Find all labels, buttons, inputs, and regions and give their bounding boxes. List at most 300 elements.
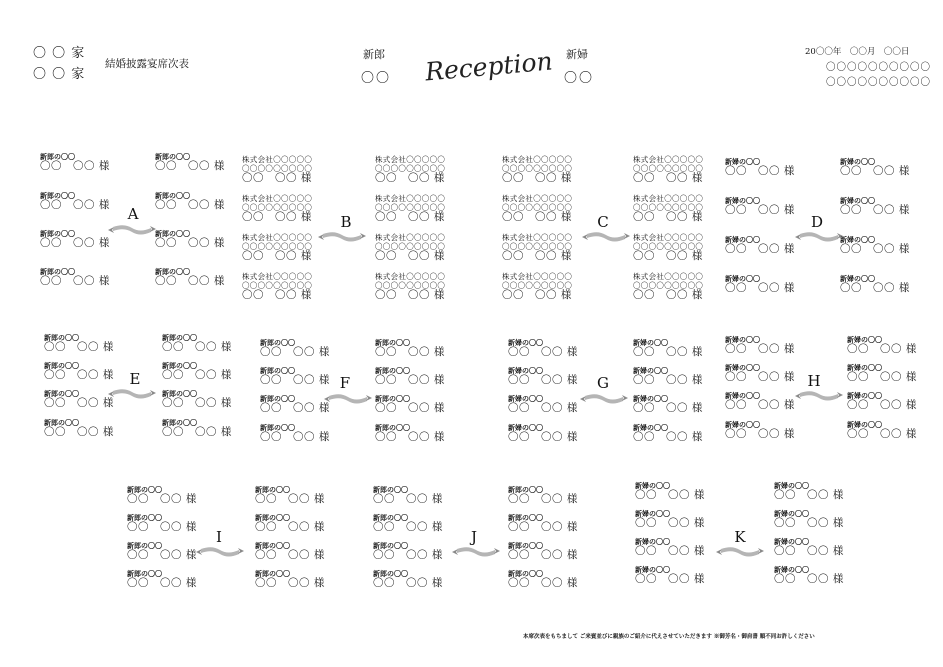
- guest-entry: [725, 197, 795, 216]
- guest-entry: [847, 392, 917, 411]
- groom-name: 〇〇: [361, 71, 392, 86]
- guest-name: 〇〇 〇〇 様: [375, 289, 445, 301]
- guest-relation: 新婦の〇〇: [635, 537, 670, 546]
- guest-company-sub: 〇〇〇〇〇〇〇〇〇: [375, 203, 446, 212]
- bride-family-name: 〇 〇 家: [33, 67, 86, 82]
- guest-name: 〇〇 〇〇 様: [847, 428, 917, 440]
- guest-relation: 新郎の〇〇: [162, 333, 197, 342]
- guest-relation: 新郎の〇〇: [508, 569, 543, 578]
- guest-entry: [255, 542, 325, 561]
- guest-entry: [508, 395, 578, 414]
- guest-entry: [840, 275, 910, 294]
- guest-name: 〇〇 〇〇 様: [502, 289, 572, 301]
- guest-name: 〇〇 〇〇 様: [127, 577, 197, 589]
- guest-name: 〇〇 〇〇 様: [373, 521, 443, 533]
- guest-entry: [725, 158, 795, 177]
- guest-name: 〇〇 〇〇 様: [375, 374, 445, 386]
- guest-entry: [44, 334, 114, 353]
- guest-relation: 新郎の〇〇: [375, 394, 410, 403]
- guest-name: 〇〇 〇〇 様: [508, 431, 578, 443]
- guest-entry: [375, 395, 445, 414]
- guest-name: 〇〇 〇〇 様: [40, 160, 110, 172]
- guest-name: 〇〇 〇〇 様: [633, 402, 703, 414]
- guest-entry: [260, 367, 330, 386]
- ribbon-icon: [795, 387, 843, 403]
- guest-relation: 新郎の〇〇: [373, 485, 408, 494]
- guest-name: 〇〇 〇〇 様: [633, 346, 703, 358]
- guest-relation: 新婦の〇〇: [635, 565, 670, 574]
- guest-relation: 新婦の〇〇: [774, 509, 809, 518]
- guest-relation: 新郎の〇〇: [127, 541, 162, 550]
- guest-entry: [635, 510, 705, 529]
- guest-entry: [155, 153, 225, 172]
- guest-company: 株式会社〇〇〇〇〇: [502, 194, 573, 203]
- guest-company-sub: 〇〇〇〇〇〇〇〇〇: [502, 203, 573, 212]
- ribbon-icon: [582, 228, 630, 244]
- guest-entry: [260, 395, 330, 414]
- guest-company: 株式会社〇〇〇〇〇: [242, 272, 313, 281]
- table-label-j: J: [470, 528, 477, 546]
- guest-entry: [375, 194, 445, 223]
- guest-entry: [774, 538, 844, 557]
- guest-entry: [633, 424, 703, 443]
- guest-relation: 新郎の〇〇: [155, 267, 190, 276]
- guest-name: 〇〇 〇〇 様: [255, 493, 325, 505]
- guest-name: 〇〇 〇〇 様: [725, 399, 795, 411]
- table-label-f: F: [339, 374, 351, 392]
- guest-relation: 新婦の〇〇: [633, 366, 668, 375]
- guest-name: 〇〇 〇〇 様: [633, 431, 703, 443]
- guest-relation: 新郎の〇〇: [260, 366, 295, 375]
- guest-entry: [725, 421, 795, 440]
- guest-name: 〇〇 〇〇 様: [242, 289, 312, 301]
- ribbon-icon: [795, 228, 843, 244]
- guest-relation: 新婦の〇〇: [847, 335, 882, 344]
- guest-relation: 新婦の〇〇: [725, 235, 760, 244]
- guest-relation: 新婦の〇〇: [774, 481, 809, 490]
- guest-entry: [725, 392, 795, 411]
- guest-name: 〇〇 〇〇 様: [725, 204, 795, 216]
- guest-entry: [373, 570, 443, 589]
- guest-name: 〇〇 〇〇 様: [508, 549, 578, 561]
- guest-entry: [373, 514, 443, 533]
- guest-entry: [242, 194, 312, 223]
- event-date: 20〇〇年 〇〇月 〇〇日: [805, 47, 910, 57]
- guest-relation: 新郎の〇〇: [162, 361, 197, 370]
- guest-name: 〇〇 〇〇 様: [840, 204, 910, 216]
- guest-entry: [44, 362, 114, 381]
- guest-entry: [155, 268, 225, 287]
- guest-entry: [255, 514, 325, 533]
- guest-name: 〇〇 〇〇 様: [725, 165, 795, 177]
- guest-name: 〇〇 〇〇 様: [44, 426, 114, 438]
- guest-entry: [375, 155, 445, 184]
- guest-entry: [508, 486, 578, 505]
- guest-entry: [255, 570, 325, 589]
- ribbon-icon: [108, 385, 156, 401]
- guest-entry: [847, 364, 917, 383]
- table-label-c: C: [597, 213, 609, 231]
- guest-company: 株式会社〇〇〇〇〇: [375, 233, 446, 242]
- guest-entry: [502, 233, 572, 262]
- guest-relation: 新婦の〇〇: [774, 565, 809, 574]
- guest-name: 〇〇 〇〇 様: [242, 250, 312, 262]
- guest-name: 〇〇 〇〇 様: [242, 172, 312, 184]
- guest-name: 〇〇 〇〇 様: [633, 172, 703, 184]
- guest-name: 〇〇 〇〇 様: [774, 489, 844, 501]
- guest-name: 〇〇 〇〇 様: [774, 517, 844, 529]
- guest-relation: 新婦の〇〇: [633, 338, 668, 347]
- guest-relation: 新郎の〇〇: [375, 338, 410, 347]
- guest-relation: 新郎の〇〇: [44, 361, 79, 370]
- table-label-b: B: [340, 213, 352, 231]
- guest-name: 〇〇 〇〇 様: [375, 346, 445, 358]
- guest-entry: [162, 390, 232, 409]
- guest-name: 〇〇 〇〇 様: [725, 343, 795, 355]
- guest-entry: [633, 233, 703, 262]
- guest-entry: [633, 395, 703, 414]
- guest-entry: [633, 339, 703, 358]
- guest-relation: 新郎の〇〇: [127, 485, 162, 494]
- guest-name: 〇〇 〇〇 様: [375, 431, 445, 443]
- guest-name: 〇〇 〇〇 様: [155, 237, 225, 249]
- guest-relation: 新郎の〇〇: [373, 569, 408, 578]
- guest-name: 〇〇 〇〇 様: [840, 282, 910, 294]
- guest-name: 〇〇 〇〇 様: [162, 426, 232, 438]
- guest-name: 〇〇 〇〇 様: [260, 374, 330, 386]
- guest-name: 〇〇 〇〇 様: [847, 343, 917, 355]
- guest-company-sub: 〇〇〇〇〇〇〇〇〇: [375, 281, 446, 290]
- guest-entry: [502, 194, 572, 223]
- guest-relation: 新婦の〇〇: [840, 274, 875, 283]
- guest-relation: 新婦の〇〇: [635, 509, 670, 518]
- guest-entry: [725, 236, 795, 255]
- guest-entry: [635, 482, 705, 501]
- guest-name: 〇〇 〇〇 様: [635, 573, 705, 585]
- guest-name: 〇〇 〇〇 様: [242, 211, 312, 223]
- guest-entry: [774, 510, 844, 529]
- guest-relation: 新郎の〇〇: [127, 513, 162, 522]
- guest-relation: 新婦の〇〇: [774, 537, 809, 546]
- guest-entry: [44, 419, 114, 438]
- guest-relation: 新郎の〇〇: [40, 191, 75, 200]
- guest-name: 〇〇 〇〇 様: [725, 371, 795, 383]
- guest-relation: 新婦の〇〇: [635, 481, 670, 490]
- guest-company: 株式会社〇〇〇〇〇: [633, 233, 704, 242]
- guest-relation: 新郎の〇〇: [155, 152, 190, 161]
- guest-relation: 新婦の〇〇: [633, 423, 668, 432]
- guest-entry: [375, 233, 445, 262]
- table-label-e: E: [129, 370, 141, 388]
- guest-company: 株式会社〇〇〇〇〇: [633, 194, 704, 203]
- guest-entry: [774, 566, 844, 585]
- guest-entry: [774, 482, 844, 501]
- guest-name: 〇〇 〇〇 様: [725, 282, 795, 294]
- guest-name: 〇〇 〇〇 様: [840, 243, 910, 255]
- guest-name: 〇〇 〇〇 様: [633, 211, 703, 223]
- guest-relation: 新婦の〇〇: [840, 196, 875, 205]
- guest-entry: [508, 514, 578, 533]
- ribbon-icon: [196, 543, 244, 559]
- guest-company: 株式会社〇〇〇〇〇: [502, 272, 573, 281]
- guest-name: 〇〇 〇〇 様: [255, 521, 325, 533]
- reception-script: Reception: [423, 46, 554, 87]
- guest-relation: 新婦の〇〇: [847, 391, 882, 400]
- bride-label: 新婦: [566, 48, 588, 61]
- guest-name: 〇〇 〇〇 様: [127, 521, 197, 533]
- guest-name: 〇〇 〇〇 様: [774, 545, 844, 557]
- guest-entry: [260, 339, 330, 358]
- guest-relation: 新郎の〇〇: [255, 541, 290, 550]
- guest-entry: [162, 419, 232, 438]
- bride-name: 〇〇: [564, 71, 595, 86]
- guest-relation: 新郎の〇〇: [373, 513, 408, 522]
- guest-relation: 新郎の〇〇: [508, 485, 543, 494]
- guest-entry: [502, 155, 572, 184]
- guest-name: 〇〇 〇〇 様: [375, 402, 445, 414]
- guest-name: 〇〇 〇〇 様: [44, 397, 114, 409]
- guest-relation: 新郎の〇〇: [508, 513, 543, 522]
- guest-name: 〇〇 〇〇 様: [635, 489, 705, 501]
- guest-entry: [840, 197, 910, 216]
- guest-entry: [260, 424, 330, 443]
- guest-entry: [40, 268, 110, 287]
- venue-line-1: 〇〇〇〇〇〇〇〇〇〇: [826, 62, 932, 73]
- guest-entry: [508, 339, 578, 358]
- guest-entry: [40, 153, 110, 172]
- guest-entry: [847, 336, 917, 355]
- guest-relation: 新婦の〇〇: [508, 338, 543, 347]
- guest-name: 〇〇 〇〇 様: [508, 346, 578, 358]
- guest-name: 〇〇 〇〇 様: [373, 577, 443, 589]
- guest-name: 〇〇 〇〇 様: [502, 211, 572, 223]
- guest-entry: [127, 486, 197, 505]
- guest-relation: 新婦の〇〇: [725, 196, 760, 205]
- guest-relation: 新郎の〇〇: [44, 418, 79, 427]
- guest-entry: [255, 486, 325, 505]
- guest-name: 〇〇 〇〇 様: [373, 493, 443, 505]
- guest-entry: [155, 230, 225, 249]
- guest-company: 株式会社〇〇〇〇〇: [375, 272, 446, 281]
- guest-name: 〇〇 〇〇 様: [508, 521, 578, 533]
- guest-relation: 新婦の〇〇: [725, 157, 760, 166]
- guest-entry: [40, 192, 110, 211]
- guest-relation: 新郎の〇〇: [260, 394, 295, 403]
- guest-name: 〇〇 〇〇 様: [260, 346, 330, 358]
- guest-relation: 新郎の〇〇: [162, 418, 197, 427]
- guest-company-sub: 〇〇〇〇〇〇〇〇〇: [633, 203, 704, 212]
- guest-name: 〇〇 〇〇 様: [635, 517, 705, 529]
- table-label-k: K: [734, 528, 746, 546]
- guest-relation: 新婦の〇〇: [725, 363, 760, 372]
- guest-entry: [840, 158, 910, 177]
- ribbon-icon: [108, 221, 156, 237]
- guest-entry: [242, 233, 312, 262]
- guest-relation: 新婦の〇〇: [725, 420, 760, 429]
- guest-name: 〇〇 〇〇 様: [725, 428, 795, 440]
- guest-entry: [725, 364, 795, 383]
- guest-name: 〇〇 〇〇 様: [375, 211, 445, 223]
- guest-name: 〇〇 〇〇 様: [162, 341, 232, 353]
- guest-name: 〇〇 〇〇 様: [162, 369, 232, 381]
- guest-name: 〇〇 〇〇 様: [127, 493, 197, 505]
- guest-relation: 新郎の〇〇: [127, 569, 162, 578]
- guest-company-sub: 〇〇〇〇〇〇〇〇〇: [633, 281, 704, 290]
- guest-entry: [633, 155, 703, 184]
- guest-relation: 新郎の〇〇: [260, 338, 295, 347]
- guest-relation: 新婦の〇〇: [725, 274, 760, 283]
- guest-relation: 新郎の〇〇: [40, 229, 75, 238]
- guest-name: 〇〇 〇〇 様: [502, 250, 572, 262]
- guest-name: 〇〇 〇〇 様: [162, 397, 232, 409]
- guest-name: 〇〇 〇〇 様: [508, 577, 578, 589]
- guest-relation: 新婦の〇〇: [847, 420, 882, 429]
- guest-company-sub: 〇〇〇〇〇〇〇〇〇: [375, 164, 446, 173]
- venue-line-2: 〇〇〇〇〇〇〇〇〇〇: [826, 77, 932, 88]
- guest-company-sub: 〇〇〇〇〇〇〇〇〇: [242, 203, 313, 212]
- guest-name: 〇〇 〇〇 様: [127, 549, 197, 561]
- guest-relation: 新婦の〇〇: [840, 157, 875, 166]
- guest-entry: [375, 272, 445, 301]
- guest-name: 〇〇 〇〇 様: [635, 545, 705, 557]
- guest-name: 〇〇 〇〇 様: [508, 402, 578, 414]
- guest-company-sub: 〇〇〇〇〇〇〇〇〇: [633, 164, 704, 173]
- guest-relation: 新婦の〇〇: [633, 394, 668, 403]
- guest-entry: [633, 272, 703, 301]
- guest-name: 〇〇 〇〇 様: [508, 493, 578, 505]
- guest-relation: 新郎の〇〇: [155, 229, 190, 238]
- guest-entry: [375, 367, 445, 386]
- footer-note: 本席次表をもちまして ご来賓並びに親族のご紹介に代えさせていただきます ※御芳名・御肩書 順不同お許しください: [523, 634, 815, 640]
- guest-name: 〇〇 〇〇 様: [840, 165, 910, 177]
- guest-entry: [508, 570, 578, 589]
- groom-family-name: 〇 〇 家: [33, 46, 86, 61]
- guest-entry: [373, 486, 443, 505]
- guest-company-sub: 〇〇〇〇〇〇〇〇〇: [375, 242, 446, 251]
- guest-entry: [508, 424, 578, 443]
- guest-entry: [725, 275, 795, 294]
- guest-entry: [242, 272, 312, 301]
- page-title: 結婚披露宴席次表: [105, 58, 189, 70]
- guest-relation: 新郎の〇〇: [373, 541, 408, 550]
- guest-name: 〇〇 〇〇 様: [155, 160, 225, 172]
- guest-relation: 新婦の〇〇: [840, 235, 875, 244]
- guest-entry: [508, 367, 578, 386]
- guest-name: 〇〇 〇〇 様: [502, 172, 572, 184]
- guest-entry: [242, 155, 312, 184]
- guest-entry: [633, 367, 703, 386]
- guest-name: 〇〇 〇〇 様: [633, 289, 703, 301]
- guest-company: 株式会社〇〇〇〇〇: [633, 155, 704, 164]
- ribbon-icon: [716, 543, 764, 559]
- guest-entry: [635, 566, 705, 585]
- guest-company: 株式会社〇〇〇〇〇: [502, 233, 573, 242]
- guest-name: 〇〇 〇〇 様: [725, 243, 795, 255]
- guest-relation: 新婦の〇〇: [508, 366, 543, 375]
- guest-relation: 新郎の〇〇: [255, 485, 290, 494]
- guest-name: 〇〇 〇〇 様: [847, 399, 917, 411]
- guest-entry: [127, 570, 197, 589]
- table-label-a: A: [127, 205, 139, 223]
- guest-relation: 新郎の〇〇: [255, 513, 290, 522]
- guest-company: 株式会社〇〇〇〇〇: [242, 233, 313, 242]
- guest-entry: [725, 336, 795, 355]
- guest-entry: [373, 542, 443, 561]
- guest-entry: [127, 542, 197, 561]
- guest-name: 〇〇 〇〇 様: [44, 341, 114, 353]
- guest-relation: 新婦の〇〇: [725, 335, 760, 344]
- guest-company-sub: 〇〇〇〇〇〇〇〇〇: [633, 242, 704, 251]
- guest-entry: [375, 424, 445, 443]
- guest-company-sub: 〇〇〇〇〇〇〇〇〇: [242, 242, 313, 251]
- guest-name: 〇〇 〇〇 様: [373, 549, 443, 561]
- guest-relation: 新郎の〇〇: [508, 541, 543, 550]
- guest-entry: [375, 339, 445, 358]
- guest-name: 〇〇 〇〇 様: [633, 374, 703, 386]
- guest-name: 〇〇 〇〇 様: [508, 374, 578, 386]
- guest-entry: [155, 192, 225, 211]
- guest-company: 株式会社〇〇〇〇〇: [375, 155, 446, 164]
- guest-name: 〇〇 〇〇 様: [260, 402, 330, 414]
- guest-company: 株式会社〇〇〇〇〇: [633, 272, 704, 281]
- guest-entry: [162, 334, 232, 353]
- groom-label: 新郎: [363, 48, 385, 61]
- guest-entry: [40, 230, 110, 249]
- guest-company: 株式会社〇〇〇〇〇: [242, 155, 313, 164]
- guest-name: 〇〇 〇〇 様: [375, 172, 445, 184]
- guest-relation: 新郎の〇〇: [260, 423, 295, 432]
- guest-company-sub: 〇〇〇〇〇〇〇〇〇: [502, 281, 573, 290]
- guest-entry: [44, 390, 114, 409]
- guest-name: 〇〇 〇〇 様: [255, 577, 325, 589]
- table-label-d: D: [810, 213, 824, 231]
- guest-name: 〇〇 〇〇 様: [44, 369, 114, 381]
- ribbon-icon: [318, 228, 366, 244]
- guest-company-sub: 〇〇〇〇〇〇〇〇〇: [242, 164, 313, 173]
- guest-entry: [840, 236, 910, 255]
- guest-name: 〇〇 〇〇 様: [633, 250, 703, 262]
- guest-relation: 新婦の〇〇: [508, 394, 543, 403]
- guest-company-sub: 〇〇〇〇〇〇〇〇〇: [502, 242, 573, 251]
- guest-relation: 新郎の〇〇: [40, 267, 75, 276]
- guest-relation: 新郎の〇〇: [44, 333, 79, 342]
- guest-company: 株式会社〇〇〇〇〇: [502, 155, 573, 164]
- ribbon-icon: [580, 390, 628, 406]
- table-label-i: I: [216, 528, 222, 546]
- ribbon-icon: [324, 390, 372, 406]
- guest-company-sub: 〇〇〇〇〇〇〇〇〇: [502, 164, 573, 173]
- guest-relation: 新婦の〇〇: [508, 423, 543, 432]
- ribbon-icon: [452, 543, 500, 559]
- guest-name: 〇〇 〇〇 様: [40, 199, 110, 211]
- guest-relation: 新郎の〇〇: [375, 366, 410, 375]
- guest-relation: 新郎の〇〇: [40, 152, 75, 161]
- guest-name: 〇〇 〇〇 様: [260, 431, 330, 443]
- guest-entry: [847, 421, 917, 440]
- guest-name: 〇〇 〇〇 様: [847, 371, 917, 383]
- guest-name: 〇〇 〇〇 様: [40, 275, 110, 287]
- guest-company: 株式会社〇〇〇〇〇: [242, 194, 313, 203]
- guest-entry: [127, 514, 197, 533]
- guest-entry: [633, 194, 703, 223]
- guest-name: 〇〇 〇〇 様: [155, 275, 225, 287]
- guest-entry: [502, 272, 572, 301]
- table-label-h: H: [807, 372, 821, 390]
- guest-relation: 新郎の〇〇: [155, 191, 190, 200]
- guest-relation: 新郎の〇〇: [44, 389, 79, 398]
- guest-entry: [162, 362, 232, 381]
- guest-name: 〇〇 〇〇 様: [155, 199, 225, 211]
